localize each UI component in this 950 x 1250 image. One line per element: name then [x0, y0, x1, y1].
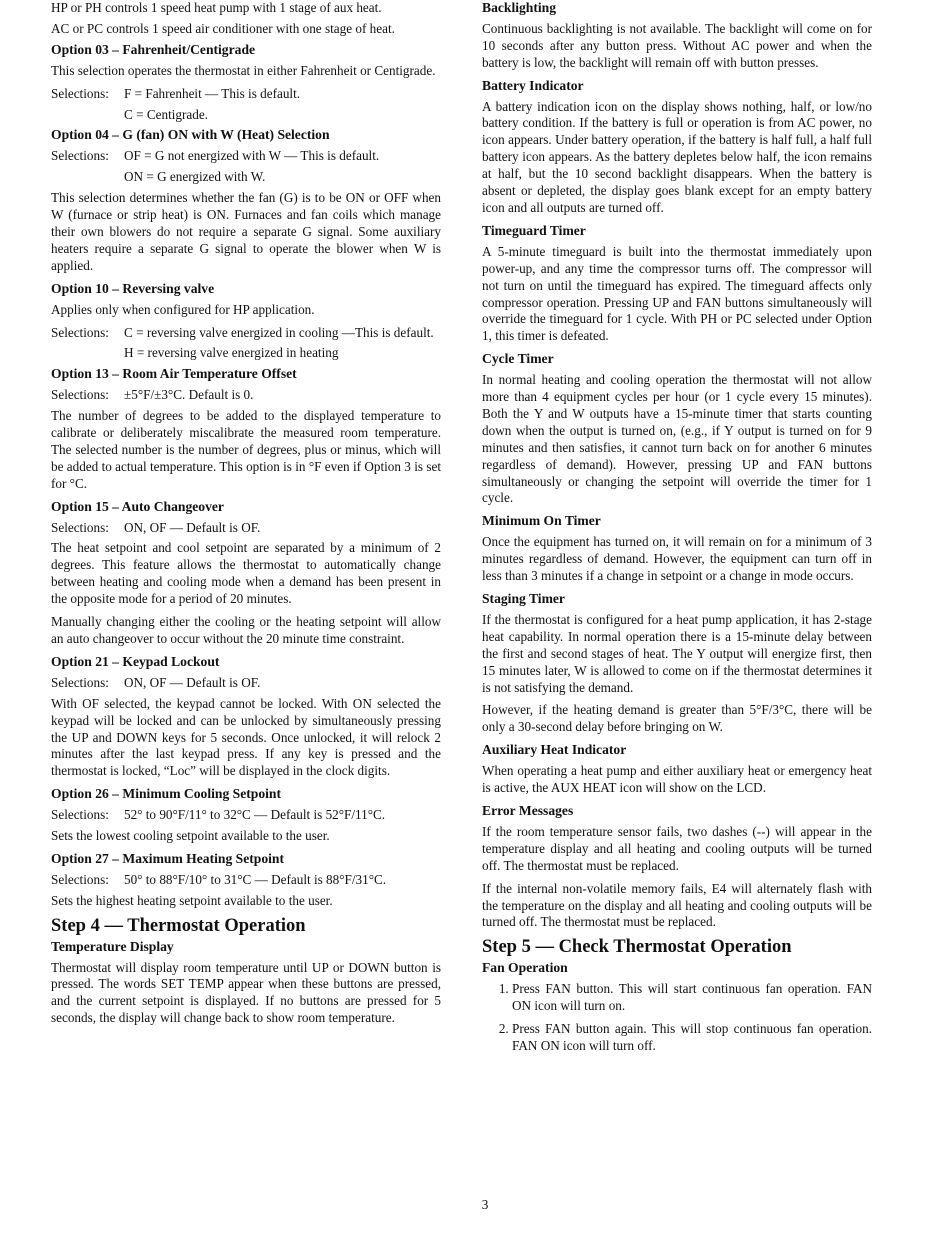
intro-ac: AC or PC controls 1 speed air conditioner with one stage of heat.: [51, 20, 395, 36]
option-04-heading: Option 04 – G (fan) ON with W (Heat) Selection: [51, 127, 330, 143]
staging-timer-description: However, if the heating demand is greater than 5°F/3°C, there will be only a 30-second delay before bringing on W.: [482, 702, 872, 735]
selection-value: F = Fahrenheit — This is default.: [124, 85, 301, 101]
option-13-selections: [51, 387, 441, 404]
option-15-heading: Option 15 – Auto Changeover: [51, 498, 224, 514]
step-4-heading: Step 4 — Thermostat Operation: [51, 915, 306, 936]
option-10-selections: [51, 325, 441, 342]
option-26-heading: Option 26 – Minimum Cooling Setpoint: [51, 786, 281, 802]
right-column: [482, 0, 872, 1061]
fan-operation-steps: [482, 981, 872, 1055]
option-26-selections: [51, 807, 441, 824]
option-26-description: Sets the lowest cooling setpoint available to the user.: [51, 828, 330, 844]
list-item: 1. Press FAN button. This will start continuous fan operation. FAN ON icon will turn on.: [512, 981, 872, 1015]
page-number: 3: [481, 1197, 489, 1212]
cycle-timer-heading: Cycle Timer: [482, 351, 554, 367]
selection-value: ON = G energized with W.: [124, 169, 266, 185]
option-27-description: Sets the highest heating setpoint available to the user.: [51, 892, 333, 908]
selection-value: OF = G not energized with W — This is default.: [124, 148, 380, 164]
minimum-on-timer-description: Once the equipment has turned on, it will remain on for a minimum of 3 minutes regardless of demand. However, the equipment can turn off in less than 3 minutes if a change in setpoint or a change in mode occurs.: [482, 534, 872, 584]
option-03-selections: [51, 86, 441, 103]
option-15-selections: [51, 520, 441, 537]
option-27-heading: Option 27 – Maximum Heating Setpoint: [51, 850, 284, 866]
cycle-timer-description: In normal heating and cooling operation the thermostat will not allow more than 4 equipment cycles per hour (or 1 cycle every 15 minutes). Both the Y and W outputs have a 15-minute timer that starts counting down when the output is turned on, (e.g., if Y output is turned on for 9 minutes and then satisfies, it cannot turn back on for another 6 minutes regardless of demand). However, pressing UP and FAN buttons simultaneously or changing the setpoint will override the timer for 1 cycle.: [482, 372, 872, 506]
selections-label: Selections:: [51, 519, 109, 535]
battery-indicator-description: A battery indication icon on the display shows nothing, half, or low/no battery condition. If the battery is full or operation is from AC power, no icon appears. Under battery operation, if the battery is half full, a half full battery icon appears. As the battery depletes below half, the icon remains at half, but the 10 second backlight disappears. When the battery is absent or depleted, the display goes blank except for an empty battery icon and all outputs are turned off.: [482, 98, 872, 215]
intro-hp: HP or PH controls 1 speed heat pump with 1 stage of aux heat.: [51, 0, 382, 15]
temperature-display-heading: Temperature Display: [51, 938, 174, 954]
temperature-display-description: Thermostat will display room temperature until UP or DOWN button is pressed. The words SET TEMP appear when these buttons are pressed, and the current setpoint is displayed. If no buttons are pressed for 5 seconds, the display will change back to show room temperature.: [51, 959, 441, 1026]
selections-label: Selections:: [51, 871, 109, 887]
staging-timer-heading: Staging Timer: [482, 591, 565, 606]
backlighting-description: Continuous backlighting is not available. The backlight will come on for 10 seconds after any button press. Without AC power and when the battery is low, the backlight will remain off with button presses.: [482, 20, 872, 70]
backlighting-heading: Backlighting: [482, 0, 557, 15]
fan-operation-heading: Fan Operation: [482, 960, 568, 976]
selections-label: Selections:: [51, 85, 109, 101]
error-messages-heading: Error Messages: [482, 802, 574, 818]
selection-value: C = Centigrade.: [124, 106, 208, 122]
option-13-description: The number of degrees to be added to the displayed temperature to calibrate or deliberately miscalibrate the measured room temperature. The selected number is the number of degrees, plus or minus, which will be added to actual temperature. This option is in °F even if Option 3 is set for °C.: [51, 408, 441, 491]
selections-label: Selections:: [51, 387, 109, 403]
selections-label: Selections:: [51, 807, 109, 823]
selections-label: Selections:: [51, 148, 109, 164]
timeguard-timer-description: A 5-minute timeguard is built into the thermostat immediately upon power-up, and any time the compressor turns off. The compressor will not turn on until the timeguard has expired. The timeguard affects only compressor operation. Pressing UP and FAN buttons simultaneously will override the timeguard for 1 cycle. With PH or PC selected under Option 1, this timer is defeated.: [482, 243, 872, 344]
option-04-description: This selection determines whether the fan (G) is to be ON or OFF when W (furnace or strip heat) is ON. Furnaces and fan coils which manage their own blowers do not require a separate G signal. Some auxiliary heaters require a separate G signal to operate the blower when W is applied.: [51, 190, 441, 273]
option-27-selections: [51, 872, 441, 889]
selection-value: H = reversing valve energized in heating: [124, 345, 339, 361]
step-5-heading: Step 5 — Check Thermostat Operation: [482, 937, 792, 958]
selection-value: ±5°F/±3°C. Default is 0.: [124, 387, 254, 403]
option-13-heading: Option 13 – Room Air Temperature Offset: [51, 366, 297, 382]
selections-label: Selections:: [51, 674, 109, 690]
timeguard-timer-heading: Timeguard Timer: [482, 222, 586, 238]
staging-timer-description: If the thermostat is configured for a heat pump application, it has 2-stage heat capability. In normal operation there is a 15-minute delay between the first and second stages of heat. The Y output will energize first, then 15 minutes later, W is allowed to come on if the thermostat determines it is not satisfying the demand.: [482, 611, 872, 695]
option-10-description: Applies only when configured for HP application.: [51, 301, 315, 317]
option-15-description: Manually changing either the cooling or the heating setpoint will allow an auto changeover to occur without the 20 minute time constraint.: [51, 614, 441, 646]
option-21-selections: [51, 675, 441, 692]
option-10-heading: Option 10 – Reversing valve: [51, 280, 215, 296]
option-21-description: With OF selected, the keypad cannot be locked. With ON selected the keypad will be locked and can be unlocked by simultaneously pressing the UP and DOWN keys for 5 seconds. Once unlocked, it will relock 2 minutes after the last keypad press. If any key is pressed and the thermostat is locked, “Loc” will be displayed in the clock digits.: [51, 695, 441, 779]
selection-value: 50° to 88°F/10° to 31°C — Default is 88°F/31°C.: [124, 871, 387, 887]
option-03-description: This selection operates the thermostat in either Fahrenheit or Centigrade.: [51, 62, 436, 78]
selection-value: ON, OF — Default is OF.: [124, 674, 261, 690]
left-column: [51, 0, 441, 1033]
minimum-on-timer-heading: Minimum On Timer: [482, 513, 601, 529]
list-item: 2. Press FAN button again. This will stop continuous fan operation. FAN ON icon will turn off.: [512, 1021, 872, 1055]
selections-label: Selections:: [51, 324, 109, 340]
selection-value: ON, OF — Default is OF.: [124, 519, 261, 535]
selection-value: C = reversing valve energized in cooling —This is default.: [124, 324, 434, 340]
error-messages-description: If the internal non-volatile memory fails, E4 will alternately flash with the temperature on the display and all heating and cooling outputs will be turned off. The thermostat must be replaced.: [482, 880, 872, 930]
auxiliary-heat-indicator-heading: Auxiliary Heat Indicator: [482, 742, 627, 758]
option-03-heading: Option 03 – Fahrenheit/Centigrade: [51, 41, 256, 57]
auxiliary-heat-indicator-description: When operating a heat pump and either auxiliary heat or emergency heat is active, the AUX HEAT icon will show on the LCD.: [482, 763, 872, 796]
option-21-heading: Option 21 – Keypad Lockout: [51, 653, 220, 669]
option-15-description: The heat setpoint and cool setpoint are separated by a minimum of 2 degrees. This feature allows the thermostat to automatically change between heating and cooling mode when a demand has been present in the opposite mode for a period of 20 minutes.: [51, 540, 441, 607]
error-messages-description: If the room temperature sensor fails, two dashes (--) will appear in the temperature display and all heating and cooling outputs will be turned off. The thermostat must be replaced.: [482, 823, 872, 873]
battery-indicator-heading: Battery Indicator: [482, 77, 584, 93]
selection-value: 52° to 90°F/11° to 32°C — Default is 52°F/11°C.: [124, 807, 386, 823]
option-04-selections: [51, 148, 441, 165]
